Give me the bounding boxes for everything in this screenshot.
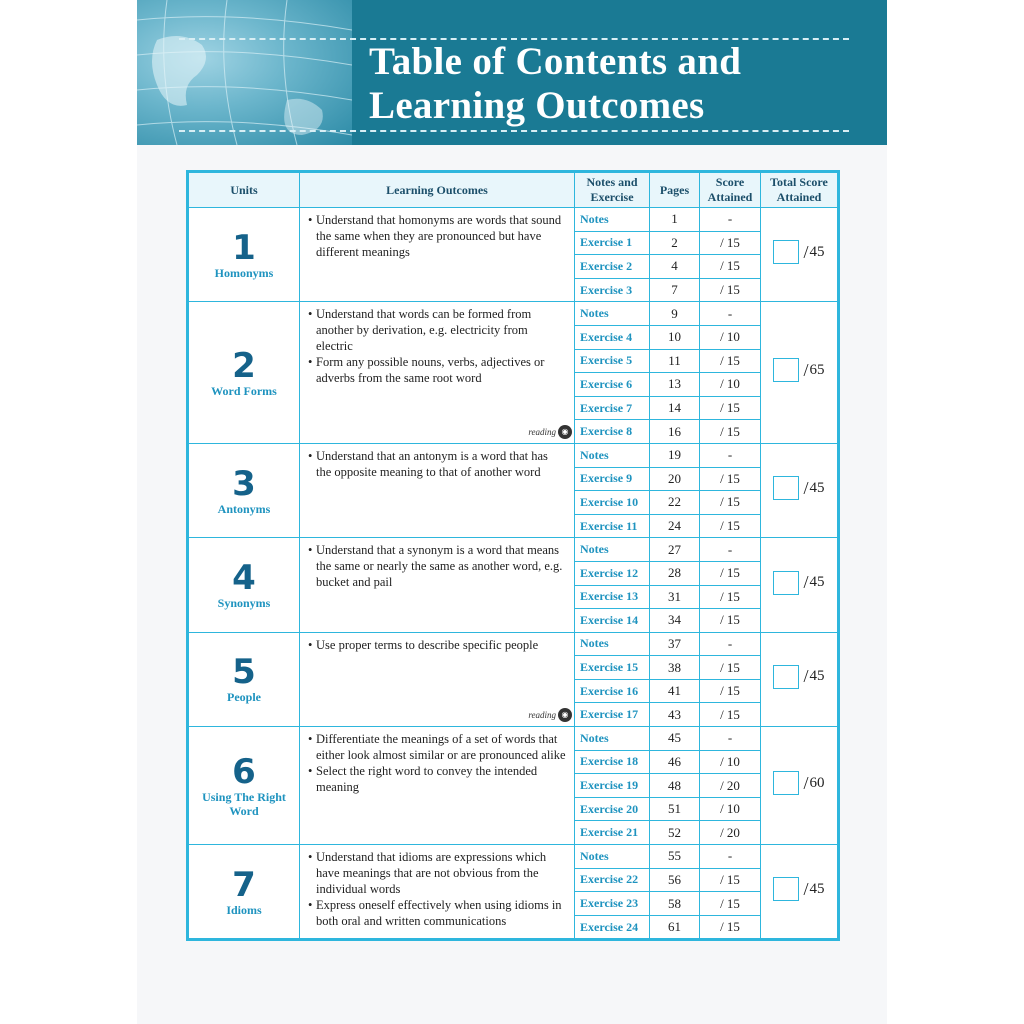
header-learning-outcomes: Learning Outcomes	[300, 172, 575, 208]
score-attained[interactable]: -	[700, 302, 761, 326]
header-notes-exercise: Notes and Exercise	[575, 172, 650, 208]
score-attained[interactable]: -	[700, 632, 761, 656]
header-units: Units	[188, 172, 300, 208]
score-attained[interactable]: / 15	[700, 892, 761, 916]
page-number: 2	[650, 231, 700, 255]
unit-cell	[188, 208, 300, 302]
unit-number: 7	[232, 864, 256, 905]
page-number: 22	[650, 491, 700, 515]
unit-cell	[188, 632, 300, 726]
unit-number: 1	[232, 227, 256, 268]
outcome-list	[306, 637, 566, 653]
total-score	[773, 240, 824, 264]
exercise-label[interactable]: Exercise 10	[575, 491, 650, 515]
score-attained[interactable]: / 15	[700, 703, 761, 727]
outcome-list	[306, 448, 566, 480]
page-number: 13	[650, 373, 700, 397]
outcome-list	[306, 542, 566, 590]
exercise-label[interactable]: Exercise 17	[575, 703, 650, 727]
total-score-value: 45	[809, 243, 825, 260]
outcome-item: • Express oneself effectively when using idioms in both oral and written communications	[306, 897, 566, 929]
score-attained[interactable]: / 15	[700, 420, 761, 444]
total-score-value: 45	[809, 668, 825, 685]
contents-table-wrap	[186, 170, 837, 941]
book-icon: ◉	[558, 708, 572, 722]
page-number: 55	[650, 845, 700, 869]
slash-glyph: /	[803, 572, 809, 592]
page-number: 19	[650, 443, 700, 467]
exercise-label[interactable]: Exercise 15	[575, 656, 650, 680]
total-score-value: 45	[809, 574, 825, 590]
exercise-label[interactable]: Exercise 2	[575, 255, 650, 279]
outcome-item: • Select the right word to convey the intended meaning	[306, 763, 566, 795]
exercise-label[interactable]: Exercise 19	[575, 774, 650, 798]
exercise-label[interactable]: Exercise 16	[575, 679, 650, 703]
reading-tag	[528, 707, 572, 723]
total-score	[773, 877, 824, 901]
table-row	[188, 208, 839, 232]
exercise-label[interactable]: Exercise 9	[575, 467, 650, 491]
unit-name: Word Forms	[211, 383, 277, 398]
exercise-label[interactable]: Notes	[575, 727, 650, 751]
page-number: 51	[650, 797, 700, 821]
contents-table	[186, 170, 840, 941]
total-score	[773, 476, 824, 500]
outcome-list	[306, 212, 566, 260]
exercise-label[interactable]: Notes	[575, 208, 650, 232]
total-score	[773, 665, 824, 689]
score-attained[interactable]: / 15	[700, 561, 761, 585]
learning-outcomes-cell	[300, 443, 575, 537]
exercise-label[interactable]: Exercise 1	[575, 231, 650, 255]
exercise-label[interactable]: Exercise 8	[575, 420, 650, 444]
unit-name: Idioms	[226, 902, 262, 917]
learning-outcomes-cell	[300, 727, 575, 845]
table-row	[188, 632, 839, 656]
table-row	[188, 443, 839, 467]
page-number: 10	[650, 325, 700, 349]
page-number: 34	[650, 609, 700, 633]
exercise-label[interactable]: Exercise 6	[575, 373, 650, 397]
score-attained[interactable]: / 15	[700, 585, 761, 609]
score-attained[interactable]: / 15	[700, 491, 761, 515]
reading-label: reading	[528, 710, 556, 721]
page-number: 58	[650, 892, 700, 916]
score-box[interactable]	[773, 665, 799, 689]
unit-number: 4	[232, 558, 256, 598]
exercise-label[interactable]: Exercise 12	[575, 561, 650, 585]
score-attained[interactable]: / 15	[700, 679, 761, 703]
score-attained[interactable]: / 15	[700, 868, 761, 892]
exercise-label[interactable]: Exercise 5	[575, 349, 650, 373]
score-attained[interactable]: / 15	[700, 278, 761, 302]
exercise-label[interactable]: Exercise 3	[575, 278, 650, 302]
page-number: 24	[650, 514, 700, 538]
table-header-row	[188, 172, 839, 208]
outcome-list	[306, 849, 566, 929]
outcome-item: • Form any possible nouns, verbs, adjectives or adverbs from the same root word	[306, 354, 566, 386]
page-number: 56	[650, 868, 700, 892]
unit-number: 2	[232, 345, 256, 386]
score-attained[interactable]: / 15	[700, 396, 761, 420]
score-attained[interactable]: / 15	[700, 915, 761, 940]
slash-glyph: /	[803, 359, 809, 380]
outcome-item: • Understand that an antonym is a word that has the opposite meaning to that of another word	[306, 448, 566, 480]
unit-cell	[188, 302, 300, 444]
page-number: 11	[650, 349, 700, 373]
header-total-score: Total Score Attained	[761, 172, 839, 208]
score-attained[interactable]: -	[700, 538, 761, 562]
total-score-value: 45	[809, 479, 825, 496]
table-row	[188, 727, 839, 751]
unit-cell	[188, 443, 300, 537]
page-number: 52	[650, 821, 700, 845]
exercise-label[interactable]: Exercise 24	[575, 915, 650, 940]
score-attained[interactable]: / 10	[700, 750, 761, 774]
slash-glyph: /	[803, 772, 809, 793]
score-attained[interactable]: / 15	[700, 467, 761, 491]
unit-number: 3	[232, 463, 256, 504]
score-attained[interactable]: / 15	[700, 231, 761, 255]
page-number: 31	[650, 585, 700, 609]
score-attained[interactable]: / 10	[700, 797, 761, 821]
learning-outcomes-cell	[300, 632, 575, 726]
total-score	[773, 771, 824, 795]
score-attained[interactable]: / 10	[700, 325, 761, 349]
page-number: 20	[650, 467, 700, 491]
exercise-label[interactable]: Notes	[575, 538, 650, 562]
outcome-item: • Differentiate the meanings of a set of words that either look almost similar or are pronounced alike	[306, 731, 566, 763]
total-score-cell	[761, 302, 839, 444]
total-score-value: 45	[809, 880, 825, 897]
slash-glyph: /	[803, 477, 809, 498]
page-number: 43	[650, 703, 700, 727]
unit-name: Antonyms	[217, 501, 271, 516]
total-score-cell	[761, 443, 839, 537]
learning-outcomes-cell	[300, 302, 575, 444]
learning-outcomes-cell	[300, 538, 575, 632]
page-number: 46	[650, 750, 700, 774]
exercise-label[interactable]: Notes	[575, 845, 650, 869]
slash-glyph: /	[803, 241, 809, 262]
page-number: 45	[650, 727, 700, 751]
reading-tag	[528, 424, 572, 440]
unit-cell	[188, 538, 300, 632]
exercise-label[interactable]: Exercise 11	[575, 514, 650, 538]
page-title	[369, 40, 741, 128]
page-number: 14	[650, 396, 700, 420]
table-row	[188, 538, 839, 562]
score-attained[interactable]: -	[700, 845, 761, 869]
exercise-label[interactable]: Exercise 20	[575, 797, 650, 821]
exercise-label[interactable]: Notes	[575, 632, 650, 656]
score-box[interactable]	[773, 571, 799, 595]
slash-glyph: /	[803, 878, 809, 899]
score-attained[interactable]: / 15	[700, 609, 761, 633]
page-number: 9	[650, 302, 700, 326]
score-box[interactable]	[773, 476, 799, 500]
globe-image	[137, 0, 352, 145]
total-score-cell	[761, 845, 839, 940]
score-attained[interactable]: / 15	[700, 656, 761, 680]
table-row	[188, 845, 839, 869]
total-score-cell	[761, 208, 839, 302]
unit-number: 5	[232, 652, 256, 693]
outcome-item: • Understand that homonyms are words that sound the same when they are pronounced but have different meanings	[306, 212, 566, 260]
exercise-label[interactable]: Exercise 22	[575, 868, 650, 892]
score-box[interactable]	[773, 771, 799, 795]
page-number: 7	[650, 278, 700, 302]
exercise-label[interactable]: Exercise 14	[575, 609, 650, 633]
score-box[interactable]	[773, 240, 799, 264]
learning-outcomes-cell	[300, 845, 575, 940]
page-number: 16	[650, 420, 700, 444]
outcome-list	[306, 306, 566, 386]
total-score-cell	[761, 538, 839, 632]
outcome-item: • Understand that idioms are expressions which have meanings that are not obvious from the individual words	[306, 849, 566, 897]
page-number: 37	[650, 632, 700, 656]
unit-number: 6	[232, 751, 256, 792]
dashed-rule-bottom	[179, 130, 849, 132]
page-number: 4	[650, 255, 700, 279]
exercise-label[interactable]: Exercise 18	[575, 750, 650, 774]
score-attained[interactable]: -	[700, 727, 761, 751]
total-score-cell	[761, 632, 839, 726]
score-box[interactable]	[773, 877, 799, 901]
unit-name: People	[227, 690, 261, 705]
exercise-label[interactable]: Exercise 13	[575, 585, 650, 609]
page-number: 28	[650, 561, 700, 585]
book-icon: ◉	[558, 425, 572, 439]
learning-outcomes-cell	[300, 208, 575, 302]
page-number: 27	[650, 538, 700, 562]
score-attained[interactable]: / 15	[700, 514, 761, 538]
header-score-attained: Score Attained	[700, 172, 761, 208]
score-attained[interactable]: / 10	[700, 373, 761, 397]
total-score	[773, 571, 824, 595]
page-number: 48	[650, 774, 700, 798]
title-line-1: Table of Contents and	[369, 40, 742, 83]
title-line-2: Learning Outcomes	[369, 84, 705, 127]
score-attained[interactable]: / 20	[700, 774, 761, 798]
header-pages: Pages	[650, 172, 700, 208]
exercise-label[interactable]: Exercise 4	[575, 325, 650, 349]
unit-cell	[188, 727, 300, 845]
exercise-label[interactable]: Exercise 7	[575, 396, 650, 420]
unit-name: Homonyms	[214, 265, 274, 280]
total-score	[773, 358, 824, 382]
score-attained[interactable]: -	[700, 208, 761, 232]
score-attained[interactable]: -	[700, 443, 761, 467]
reading-label: reading	[528, 426, 556, 437]
exercise-label[interactable]: Exercise 21	[575, 821, 650, 845]
page-number: 41	[650, 679, 700, 703]
exercise-label[interactable]: Exercise 23	[575, 892, 650, 916]
unit-name: Using The Right Word	[202, 789, 286, 818]
exercise-label[interactable]: Notes	[575, 302, 650, 326]
slash-glyph: /	[803, 666, 809, 687]
header-banner	[137, 0, 887, 145]
unit-name: Synonyms	[217, 596, 271, 610]
outcome-item: • Understand that a synonym is a word that means the same or nearly the same as another word, e.g. bucket and pail	[306, 542, 566, 590]
total-score-value: 60	[809, 774, 825, 791]
exercise-label[interactable]: Notes	[575, 443, 650, 467]
table-row	[188, 302, 839, 326]
page-number: 1	[650, 208, 700, 232]
outcome-item: • Use proper terms to describe specific people	[306, 637, 566, 653]
page-number: 61	[650, 915, 700, 940]
table-body	[188, 208, 839, 940]
total-score-value: 65	[809, 361, 825, 378]
unit-cell	[188, 845, 300, 940]
outcome-list	[306, 731, 566, 795]
score-attained[interactable]: / 15	[700, 255, 761, 279]
outcome-item: • Understand that words can be formed from another by derivation, e.g. electricity from electric	[306, 306, 566, 354]
page-number: 38	[650, 656, 700, 680]
score-box[interactable]	[773, 358, 799, 382]
score-attained[interactable]: / 15	[700, 349, 761, 373]
score-attained[interactable]: / 20	[700, 821, 761, 845]
total-score-cell	[761, 727, 839, 845]
